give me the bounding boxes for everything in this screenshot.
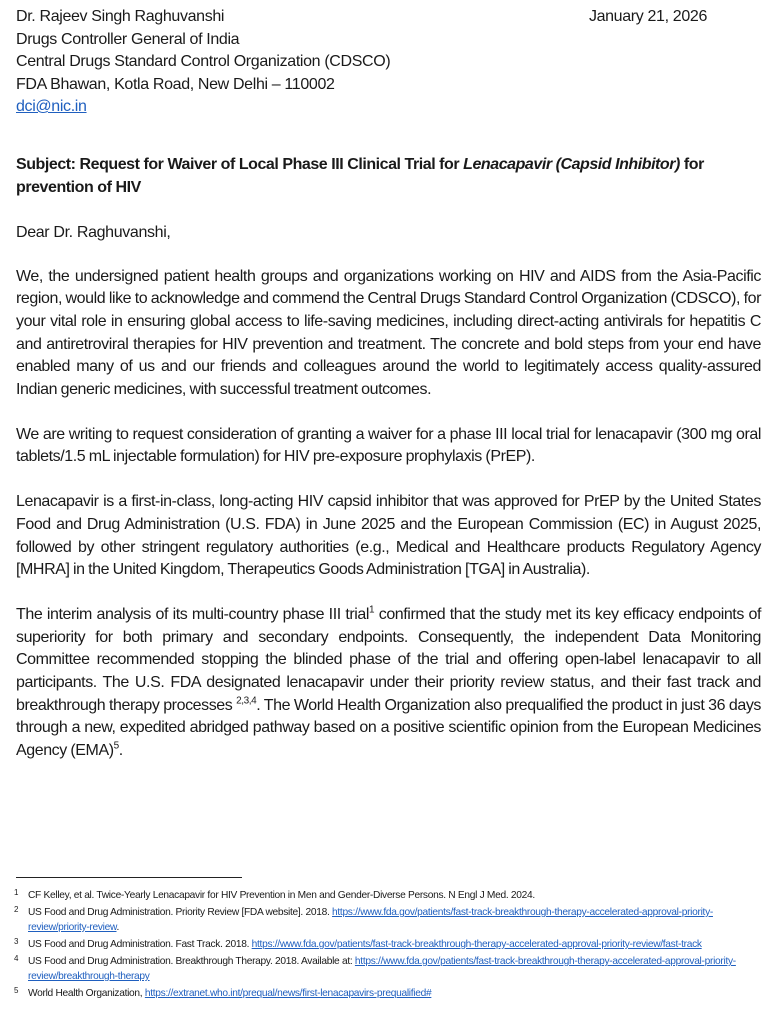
footnote-item (14, 954, 764, 984)
recipient-address: FDA Bhawan, Kotla Road, New Delhi – 110002 (16, 75, 335, 93)
footnote-text: CF Kelley, et al. Twice-Yearly Lenacapavir for HIV Prevention in Men and Gender-Diverse Persons. N Engl J Med. 2024. (28, 890, 535, 901)
letter-date: January 21, 2026 (588, 8, 707, 25)
p4-text-3: . The World Health Organization also prequalified the product in just 36 days through a new, expedited abridged pathway based on a positive scientific opinion from the European Medicines Agency (EMA) (16, 696, 761, 760)
footnote-text: US Food and Drug Administration. Fast Track. 2018. (28, 939, 252, 950)
footnote-number: 4 (14, 954, 19, 963)
footnote-link[interactable]: https://www.fda.gov/patients/fast-track-breakthrough-therapy-accelerated-approval-priority-review/breakthrough-therapy (28, 956, 736, 982)
footnote-separator (16, 877, 242, 878)
footnote-ref-2-3-4[interactable]: 2,3,4 (236, 695, 257, 707)
footnote-link[interactable]: https://www.fda.gov/patients/fast-track-breakthrough-therapy-accelerated-approval-priority-review/priority-review (28, 907, 713, 933)
recipient-email-link[interactable]: dci@nic.in (16, 98, 87, 115)
p4-text-2: confirmed that the study met its key efficacy endpoints of superiority for both primary and secondary endpoints. Consequently, the independent Data Monitoring Committee recommended stopping the blinded phase of the trial and offering open-label lenacapavir to all participants. The U.S. FDA designated lenacapavir under their priority review status, and their fast track and breakthrough therapy processes (16, 605, 761, 714)
recipient-title: Drugs Controller General of India (16, 30, 240, 48)
footnote-item (14, 937, 764, 952)
recipient-organization: Central Drugs Standard Control Organization (CDSCO) (16, 53, 391, 70)
footnote-text: World Health Organization, (28, 988, 145, 999)
footnote-ref-1[interactable]: 1 (369, 604, 375, 616)
footnote-number: 5 (14, 986, 19, 995)
footnote-link[interactable]: https://www.fda.gov/patients/fast-track-breakthrough-therapy-accelerated-approval-priority-review/fast-track (251, 939, 702, 950)
subject-line (16, 153, 761, 199)
footnote-link[interactable]: https://extranet.who.int/prequal/news/first-lenacapavirs-prequalified# (144, 988, 432, 999)
subject-drug: Lenacapavir (Capsid Inhibitor) (463, 155, 680, 173)
footnote-item (14, 905, 764, 935)
p4-text-1: The interim analysis of its multi-country phase III trial (16, 605, 370, 623)
footnote-item (14, 888, 764, 903)
letter-page (16, 6, 761, 779)
footnote-text: US Food and Drug Administration. Priority Review [FDA website]. 2018. (28, 907, 333, 918)
footnote-number: 2 (14, 905, 19, 914)
subject-suffix: for prevention of HIV (16, 155, 704, 196)
footnote-number: 1 (14, 888, 19, 897)
paragraph-approvals: Lenacapavir is a first-in-class, long-acting HIV capsid inhibitor that was approved for PrEP by the United States Food and Drug Administration (U.S. FDA) in June 2025 and the European Commission (EC) in August 2025, followed by other stringent regulatory authorities (e.g., Medical and Healthcare products Regulatory Agency [MHRA] in the United Kingdom, Therapeutics Goods Administration [TGA] in Australia). (16, 493, 761, 579)
paragraph-request: We are writing to request consideration of granting a waiver for a phase III local trial for lenacapavir (300 mg oral tablets/1.5 mL injectable formulation) for HIV pre-exposure prophylaxis (PrEP). (16, 425, 761, 466)
p4-text-4: . (118, 742, 123, 760)
footnote-text: US Food and Drug Administration. Breakthrough Therapy. 2018. Available at: (28, 956, 355, 967)
paragraph-trial-evidence (16, 604, 761, 763)
footnotes (14, 888, 764, 1003)
paragraph-acknowledgement: We, the undersigned patient health groups and organizations working on HIV and AIDS from the Asia-Pacific region, would like to acknowledge and commend the Central Drugs Standard Control Organization (CDSCO), for your vital role in ensuring global access to life-saving medicines, including direct-acting antivirals for hepatitis C and antiretroviral therapies for HIV prevention and treatment. The concrete and bold steps from your end have enabled many of us and our friends and colleagues around the world to legitimately access quality-assured Indian generic medicines, with successful treatment outcomes. (16, 267, 761, 399)
recipient-name: Dr. Rajeev Singh Raghuvanshi (16, 8, 225, 25)
footnote-item (14, 986, 764, 1001)
salutation: Dear Dr. Raghuvanshi, (16, 223, 171, 241)
footnote-number: 3 (14, 937, 19, 946)
subject-prefix: Subject: Request for Waiver of Local Phase III Clinical Trial for (16, 155, 464, 173)
footnote-trailing: . (116, 922, 120, 933)
footnote-ref-5[interactable]: 5 (113, 740, 119, 752)
